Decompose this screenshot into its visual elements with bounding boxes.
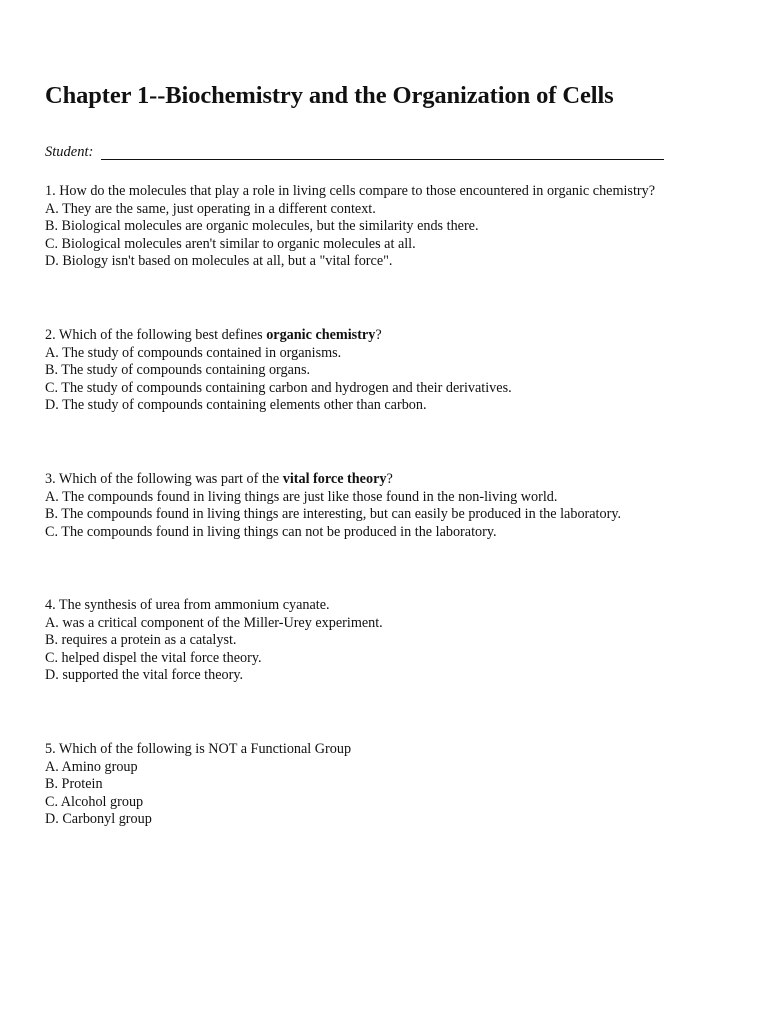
question-stem: 4. The synthesis of urea from ammonium cyanate. [45,597,330,613]
question-5 [45,741,351,829]
answer-option-b: B. Biological molecules are organic molecules, but the similarity ends there. [45,218,479,235]
question-stem-suffix: ? [386,471,393,487]
answer-option-c: C. Alcohol group [45,793,144,810]
page-title: Chapter 1--Biochemistry and the Organization of Cells [45,82,614,109]
question-stem [45,471,621,489]
answer-option-d: D. The study of compounds containing elements other than carbon. [45,397,427,414]
question-stem-prefix: 2. Which of the following best defines [45,327,267,343]
answer-option-d: D. Biology isn't based on molecules at all, but a "vital force". [45,253,393,270]
answer-option-b: B. requires a protein as a catalyst. [45,632,237,649]
question-stem [45,327,512,345]
question-stem: 5. Which of the following is NOT a Functional Group [45,741,352,757]
question-stem: 1. How do the molecules that play a role in living cells compare to those encountered in organic chemistry? [45,183,656,199]
question-stem-suffix: ? [375,327,382,343]
question-3 [45,471,621,541]
answer-option-c: C. Biological molecules aren't similar to organic molecules at all. [45,235,416,252]
answer-option-b: B. Protein [45,776,103,793]
student-name-blank-line [101,159,664,160]
answer-option-c: C. The compounds found in living things can not be produced in the laboratory. [45,523,497,540]
answer-option-c: C. The study of compounds containing carbon and hydrogen and their derivatives. [45,379,512,396]
question-1 [45,183,655,271]
question-stem-keyword: vital force theory [282,471,387,487]
answer-option-d: D. Carbonyl group [45,811,152,828]
student-label: Student: [45,144,94,160]
answer-option-a: A. The compounds found in living things are just like those found in the non-living world. [45,488,558,505]
answer-option-a: A. They are the same, just operating in a different context. [45,200,376,217]
question-4 [45,597,383,685]
answer-option-b: B. The compounds found in living things are interesting, but can easily be produced in the laboratory. [45,506,622,523]
answer-option-c: C. helped dispel the vital force theory. [45,649,262,666]
answer-option-a: A. The study of compounds contained in organisms. [45,344,342,361]
answer-option-a: A. Amino group [45,758,138,775]
answer-option-a: A. was a critical component of the Miller-Urey experiment. [45,614,383,631]
question-2 [45,327,512,415]
answer-option-b: B. The study of compounds containing organs. [45,362,311,379]
question-stem-prefix: 3. Which of the following was part of the [45,471,283,487]
question-stem-keyword: organic chemistry [266,327,376,343]
answer-option-d: D. supported the vital force theory. [45,667,244,684]
